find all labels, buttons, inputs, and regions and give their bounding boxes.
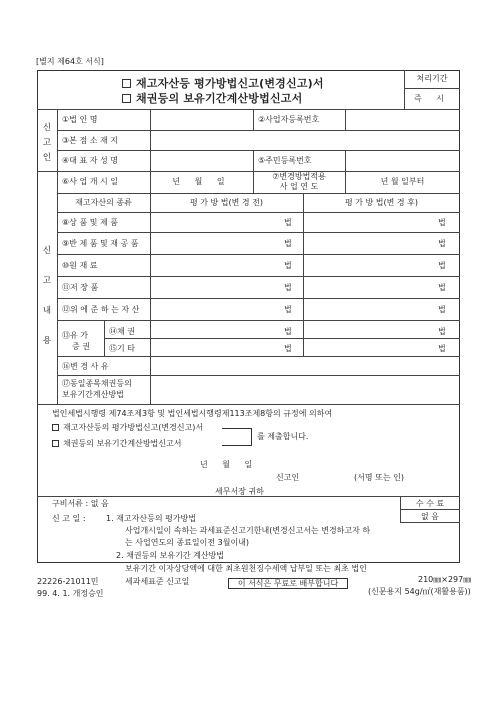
row-label: ⑧상 품 및 제 품: [62, 218, 118, 227]
col-method-after: 평 가 방 법(변 경 후): [344, 198, 419, 207]
securities-label-1: ⑬유 가: [62, 331, 88, 340]
bond-after: 법: [438, 327, 446, 336]
applicant-section-label: 신 고 인: [42, 123, 52, 163]
instructions-label: 신 고 일 :: [52, 514, 86, 523]
row-after: 법: [438, 218, 446, 227]
bond-before: 법: [284, 327, 292, 336]
required-docs: 구비서류 : 없 음: [52, 499, 109, 508]
instruction-2-text-1: 보유기간 이자상당액에 대한 최초원천징수세액 납부일 또는 최초 법인: [125, 564, 367, 573]
submit-bracket: [222, 428, 252, 446]
declaration-item-2: 채권등의 보유기간계산방법신고서: [52, 440, 181, 448]
declaration-item-1: 재고자산등의 평가방법신고(변경신고)서: [52, 424, 203, 432]
paper-type: (신문용지 54g/㎡(재활용품)): [368, 587, 471, 596]
applicant-sign-label: 신고인: [276, 473, 300, 482]
fee-label: 수 수 료: [415, 499, 445, 508]
biz-start-date: 년 월 일: [172, 177, 231, 186]
bond-label: ⑭채 권: [109, 327, 135, 336]
processing-period-label: 처리기간: [416, 74, 448, 83]
recipient-label: 세무서장 귀하: [215, 487, 264, 496]
instruction-1-title: 1. 재고자산등의 평가방법: [106, 514, 196, 523]
other-after: 법: [438, 344, 446, 353]
hq-address-label: ③본 점 소 재 지: [62, 136, 118, 145]
row-before: 법: [284, 261, 292, 270]
instruction-2-title: 2. 채권등의 보유기간 계산방법: [116, 551, 224, 560]
title-line-2: 채권등의 보유기간계산방법신고서: [122, 93, 302, 104]
securities-label-2: 증 권: [72, 342, 90, 351]
resident-no-label: ⑤주민등록번호: [258, 156, 312, 165]
title-1-checkbox[interactable]: [122, 79, 131, 88]
content-section-label: 신 고 내 용: [42, 246, 52, 346]
change-year-label-1: ⑦변경방법적용: [272, 172, 326, 181]
row-label: ⑨반 제 품 및 재 공 품: [62, 239, 139, 248]
change-year-date: 년 월 일부터: [380, 177, 425, 186]
declaration-intro: 법인세법시행령 제74조제3항 및 법인세법시행령제113조제8항의 규정에 의하여: [52, 409, 333, 418]
declaration-date: 년 월 일: [200, 460, 259, 469]
col-asset-type: 재고자산의 종류: [75, 198, 132, 207]
declaration-1-checkbox[interactable]: [52, 424, 59, 431]
submit-text: 를 제출합니다.: [257, 432, 309, 441]
bond-method-label-2: 보유기간계산방법: [62, 390, 124, 399]
row-after: 법: [438, 305, 446, 314]
bond-method-label-1: ⑰동일종목채권등의: [62, 379, 132, 388]
row-before: 법: [284, 283, 292, 292]
row-after: 법: [438, 261, 446, 270]
row-before: 법: [284, 218, 292, 227]
rep-name-label: ④대 표 자 성 명: [62, 156, 118, 165]
change-year-label-2: 사 업 연 도: [279, 182, 319, 191]
processing-period-value: 즉 시: [414, 94, 450, 103]
free-distribution-notice: 이 서식은 무료로 배부합니다: [228, 578, 348, 589]
row-label: ⑪저 장 품: [62, 283, 99, 292]
biz-start-label: ⑥사 업 개 시 일: [62, 177, 118, 186]
col-method-before: 평 가 방 법(변 경 전): [189, 198, 264, 207]
instruction-2-text-2: 세과세표준 신고일: [125, 577, 190, 586]
row-label: ⑫위 에 준 하 는 자 산: [62, 305, 140, 314]
row-before: 법: [284, 305, 292, 314]
other-before: 법: [284, 344, 292, 353]
approval-date: 99. 4. 1. 개정승인: [37, 589, 104, 598]
title-line-1: 재고자산등 평가방법신고(변경신고)서: [122, 78, 324, 89]
instruction-1-text-1: 사업개시일이 속하는 과세표준신고기한내(변경신고서는 변경하고자 하: [125, 526, 371, 535]
declaration-2-checkbox[interactable]: [52, 440, 59, 447]
form-code: 22226-21011민: [37, 577, 99, 586]
instruction-1-text-2: 는 사업연도의 종료일이전 3월이내): [125, 538, 250, 547]
row-label: ⑩원 재 료: [62, 261, 98, 270]
other-label: ⑮기 타: [109, 344, 135, 353]
reason-label: ⑯변 경 사 유: [62, 362, 109, 371]
row-after: 법: [438, 239, 446, 248]
title-2-checkbox[interactable]: [122, 94, 131, 103]
corp-name-label: ①법 인 명: [62, 115, 98, 124]
row-before: 법: [284, 239, 292, 248]
row-after: 법: [438, 283, 446, 292]
form-number-label: [별지 제64호 서식]: [36, 57, 104, 66]
fee-value: 없 음: [421, 512, 439, 521]
biz-reg-no-label: ②사업자등록번호: [258, 115, 320, 124]
paper-size: 210㎜×297㎜: [418, 575, 472, 584]
signature-note: (서명 또는 인): [354, 473, 404, 482]
